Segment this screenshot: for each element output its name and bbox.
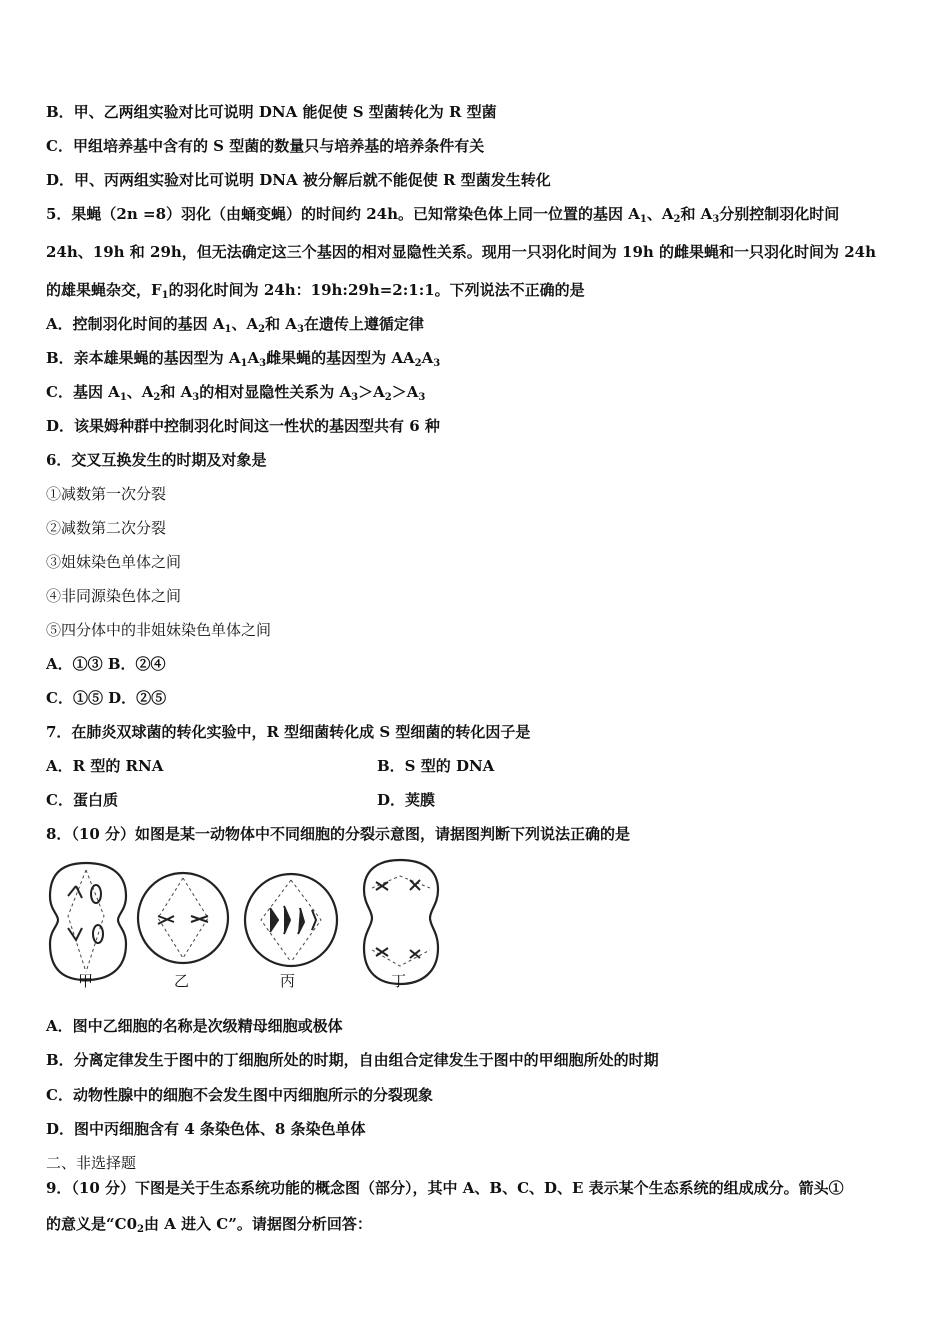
q7-stem: 7．在肺炎双球菌的转化实验中，R 型细菌转化成 S 型细菌的转化因子是 [46, 723, 531, 741]
section-heading: 二、非选择题 [46, 1154, 137, 1172]
q4-option-d: D．甲、丙两组实验对比可说明 DNA 被分解后就不能促使 R 型菌发生转化 [46, 171, 551, 189]
cell-label-bing: 丙 [280, 972, 296, 990]
q5-option-b: B．亲本雄果蝇的基因型为 $A_1A_3$雌果蝇的基因型为 $AA_2A_3$ [46, 349, 441, 369]
q5-stem-line1: 5．果蝇（2n =8）羽化（由蛹变蝇）的时间约 24h。已知常染色体上同一位置的基因 $A_1$、$A_2$和 $A_3$分别控制羽化时间 [46, 205, 840, 225]
q7-options-row1 [46, 756, 495, 776]
q7-option-a: A．R 型的 RNA [46, 757, 164, 775]
q6-item-2: ②减数第二次分裂 [46, 519, 167, 537]
q9-stem-line1: 9．（10 分）下图是关于生态系统功能的概念图（部分），其中 A、B、C、D、E 表示某个生态系统的组成成分。箭头① [46, 1179, 844, 1197]
q7-options-row2 [46, 790, 436, 810]
q8-option-c: C．动物性腺中的细胞不会发生图中丙细胞所示的分裂现象 [46, 1086, 433, 1104]
q6-options-ab: A．①③ B．②④ [46, 655, 166, 673]
q4-option-c: C．甲组培养基中含有的 S 型菌的数量只与培养基的培养条件有关 [46, 137, 485, 155]
cell-ding-membrane [364, 860, 438, 984]
q6-item-4: ④非同源染色体之间 [46, 587, 182, 605]
q5-stem-line2: 24h、19h 和 29h，但无法确定这三个基因的相对显隐性关系。现用一只羽化时间为 19h 的雌果蝇和一只羽化时间为 24h [46, 243, 877, 261]
cell-label-yi: 乙 [174, 972, 190, 990]
q5-option-c: C．基因 $A_1$、$A_2$和 $A_3$的相对显隐性关系为 $A_3>A_2>A_3$ [46, 383, 426, 403]
q6-item-1: ①减数第一次分裂 [46, 485, 167, 503]
q8-option-a: A．图中乙细胞的名称是次级精母细胞或极体 [46, 1017, 343, 1035]
q6-stem: 6．交叉互换发生的时期及对象是 [46, 451, 267, 469]
q5-option-a: A．控制羽化时间的基因 $A_1$、$A_2$和 $A_3$在遗传上遵循定律 [46, 315, 424, 335]
cell-label-ding: 丁 [391, 972, 407, 990]
q6-item-3: ③姐妹染色单体之间 [46, 553, 182, 571]
q7-option-d: D．荚膜 [377, 791, 436, 809]
cell-division-figure [46, 858, 466, 992]
q7-option-b: B．S 型的 DNA [377, 757, 495, 775]
q4-option-b: B．甲、乙两组实验对比可说明 DNA 能促使 S 型菌转化为 R 型菌 [46, 103, 497, 121]
q5-option-d: D．该果姆种群中控制羽化时间这一性状的基因型共有 6 种 [46, 417, 440, 435]
q7-option-c: C．蛋白质 [46, 791, 118, 809]
q5-stem-line3: 的雄果蝇杂交，$F_1$的羽化时间为 24h：19h:29h=2:1:1。下列说法不正确的是 [46, 281, 585, 301]
q8-option-d: D．图中丙细胞含有 4 条染色体、8 条染色单体 [46, 1120, 366, 1138]
cell-label-jia: 甲 [78, 972, 94, 990]
q8-option-b: B．分离定律发生于图中的丁细胞所处的时期，自由组合定律发生于图中的甲细胞所处的时期 [46, 1051, 659, 1069]
q8-stem: 8．（10 分）如图是某一动物体中不同细胞的分裂示意图，请据图判断下列说法正确的是 [46, 825, 631, 843]
q6-item-5: ⑤四分体中的非姐妹染色单体之间 [46, 621, 272, 639]
q9-stem-line2: 的意义是“$C0_2$由 A 进入 C”。请据图分析回答： [46, 1215, 372, 1235]
q6-options-cd: C．①⑤ D．②⑤ [46, 689, 167, 707]
cell-yi-membrane [138, 873, 228, 963]
cell-jia-membrane [50, 863, 126, 980]
